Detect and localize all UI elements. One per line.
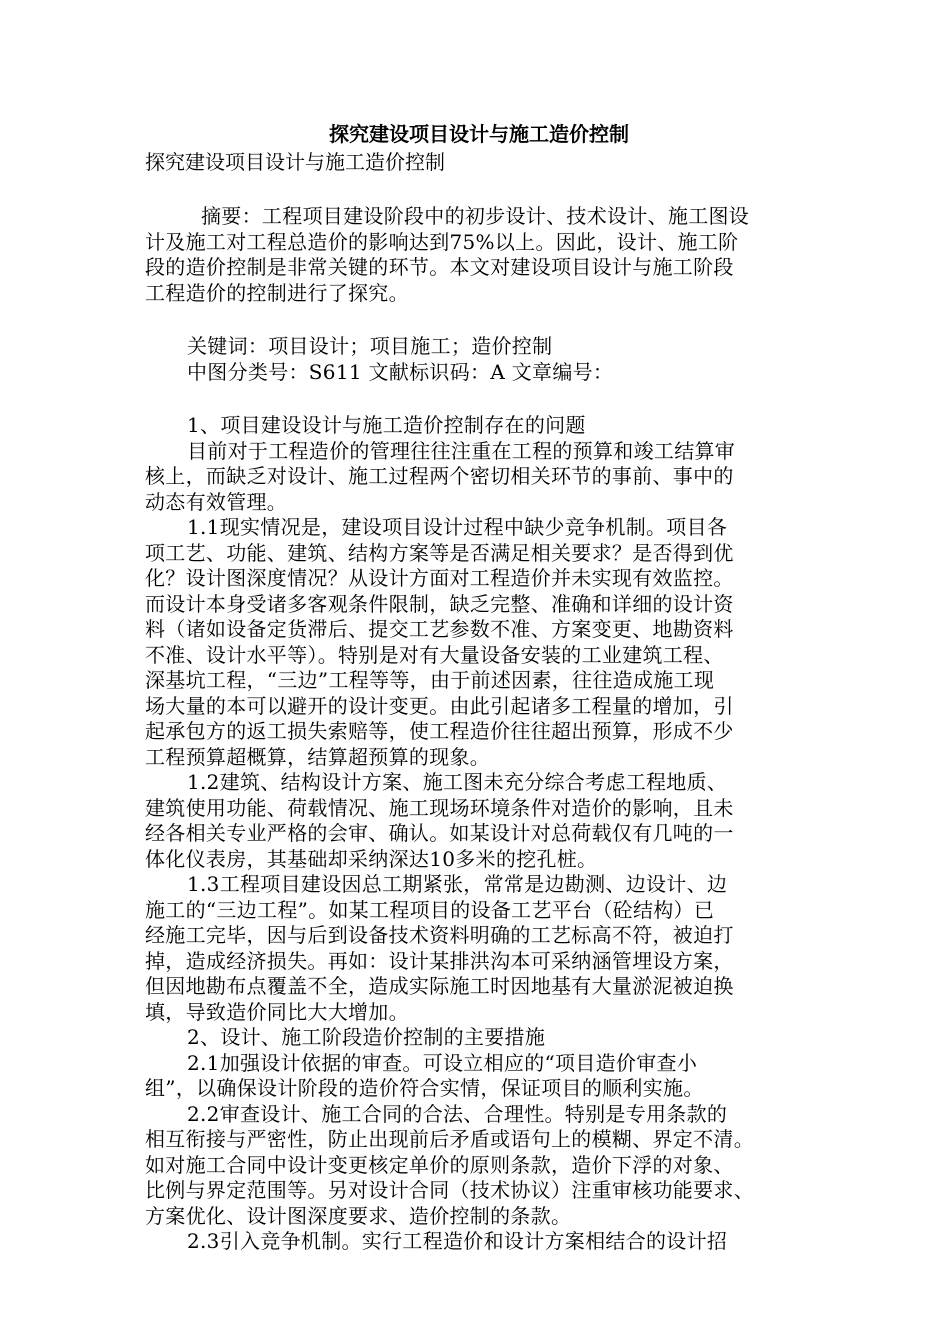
classification-info: 中图分类号：S611 文献标识码：A 文章编号：	[187, 359, 614, 384]
text-line: 1.1现实情况是，建设项目设计过程中缺少竞争机制。项目各	[187, 515, 728, 539]
abstract-paragraph-cont	[145, 230, 813, 307]
text-line: 场大量的本可以避开的设计变更。由此引起诸多工程量的增加，引	[145, 693, 734, 718]
item-1-3	[145, 872, 813, 898]
text-line: 经施工完毕，因与后到设备技术资料明确的工艺标高不符，被迫打	[145, 923, 734, 947]
text-line: 动态有效管理。	[145, 489, 288, 514]
text-line: 组”，以确保设计阶段的造价符合实情，保证项目的顺利实施。	[145, 1076, 704, 1100]
item-1-1-cont	[145, 541, 813, 771]
text-line: 核上，而缺乏对设计、施工过程两个密切相关环节的事前、事中的	[145, 464, 734, 488]
section-1-intro	[145, 439, 813, 465]
item-2-1-cont	[145, 1076, 813, 1102]
spacer	[145, 176, 813, 204]
text-line: 段的造价控制是非常关键的环节。本文对建设项目设计与施工阶段	[145, 255, 734, 279]
text-line: 项工艺、功能、建筑、结构方案等是否满足相关要求？是否得到优	[145, 540, 734, 565]
document-title: 探究建设项目设计与施工造价控制	[329, 122, 629, 146]
text-line: 方案优化、设计图深度要求、造价控制的条款。	[145, 1203, 572, 1228]
keywords: 关键词：项目设计；项目施工；造价控制	[187, 334, 553, 358]
text-line: 体化仪表房，其基础却采纳深达10多米的挖孔桩。	[145, 846, 598, 871]
document-page	[145, 120, 813, 1255]
item-1-2	[145, 770, 813, 796]
text-line: 不准、设计水平等）。特别是对有大量设备安装的工业建筑工程、	[145, 642, 724, 667]
text-line: 2.1加强设计依据的审查。可设立相应的“项目造价审查小	[187, 1050, 698, 1075]
spacer	[145, 385, 813, 413]
text-line: 起承包方的返工损失索赔等，使工程造价往往超出预算，形成不少	[145, 719, 734, 743]
item-2-1	[145, 1051, 813, 1077]
text-line: 相互衔接与严密性，防止出现前后矛盾或语句上的模糊、界定不清。	[145, 1127, 754, 1151]
text-line: 料（诸如设备定货滞后、提交工艺参数不准、方案变更、地勘资料	[145, 617, 734, 641]
text-line: 1.3工程项目建设因总工期紧张，常常是边勘测、边设计、边	[187, 872, 728, 896]
item-1-1	[145, 515, 813, 541]
text-line: 计及施工对工程总造价的影响达到75%以上。因此，设计、施工阶	[145, 229, 739, 254]
text-line: 比例与界定范围等。另对设计合同（技术协议）注重审核功能要求、	[145, 1178, 754, 1202]
abstract-paragraph	[145, 204, 813, 230]
text-line: 而设计本身受诸多客观条件限制，缺乏完整、准确和详细的设计资	[145, 591, 734, 616]
text-line: 工程预算超概算，结算超预算的现象。	[145, 744, 491, 769]
text-line: 但因地勘布点覆盖不全，造成实际施工时因地基有大量淤泥被迫换	[145, 974, 734, 998]
text-line: 1.2建筑、结构设计方案、施工图未充分综合考虑工程地质、	[187, 770, 728, 794]
section-1-intro-cont	[145, 464, 813, 515]
text-line: 深基坑工程，“三边”工程等等，由于前述因素，往往造成施工现	[145, 668, 715, 692]
text-line: 填，导致造价同比大大增加。	[145, 999, 409, 1024]
item-1-3-cont	[145, 898, 813, 1026]
text-line: 2.2审查设计、施工合同的合法、合理性。特别是专用条款的	[187, 1101, 728, 1126]
spacer	[145, 306, 813, 334]
item-2-2-cont	[145, 1127, 813, 1229]
document-subtitle: 探究建设项目设计与施工造价控制	[145, 150, 445, 174]
text-line: 工程造价的控制进行了探究。	[145, 280, 409, 305]
section-heading-2: 2、设计、施工阶段造价控制的主要措施	[187, 1025, 546, 1049]
text-line: 2.3引入竞争机制。实行工程造价和设计方案相结合的设计招	[187, 1229, 728, 1253]
text-line: 建筑使用功能、荷载情况、施工现场环境条件对造价的影响，且未	[145, 795, 734, 820]
text-line: 掉，造成经济损失。再如：设计某排洪沟本可采纳涵管埋设方案，	[145, 948, 734, 973]
text-line: 经各相关专业严格的会审、确认。如某设计对总荷载仅有几吨的一	[145, 821, 734, 845]
item-2-3	[145, 1229, 813, 1255]
item-2-2	[145, 1102, 813, 1128]
text-line: 目前对于工程造价的管理往往注重在工程的预算和竣工结算审	[187, 438, 736, 463]
section-heading-1: 1、项目建设设计与施工造价控制存在的问题	[187, 413, 586, 437]
text-line: 摘要：工程项目建设阶段中的初步设计、技术设计、施工图设	[201, 204, 750, 228]
text-line: 化？设计图深度情况？从设计方面对工程造价并未实现有效监控。	[145, 566, 734, 590]
text-line: 如对施工合同中设计变更核定单价的原则条款，造价下浮的对象、	[145, 1152, 734, 1177]
item-1-2-cont	[145, 796, 813, 873]
text-line: 施工的“三边工程”。如某工程项目的设备工艺平台（砼结构）已	[145, 897, 715, 922]
